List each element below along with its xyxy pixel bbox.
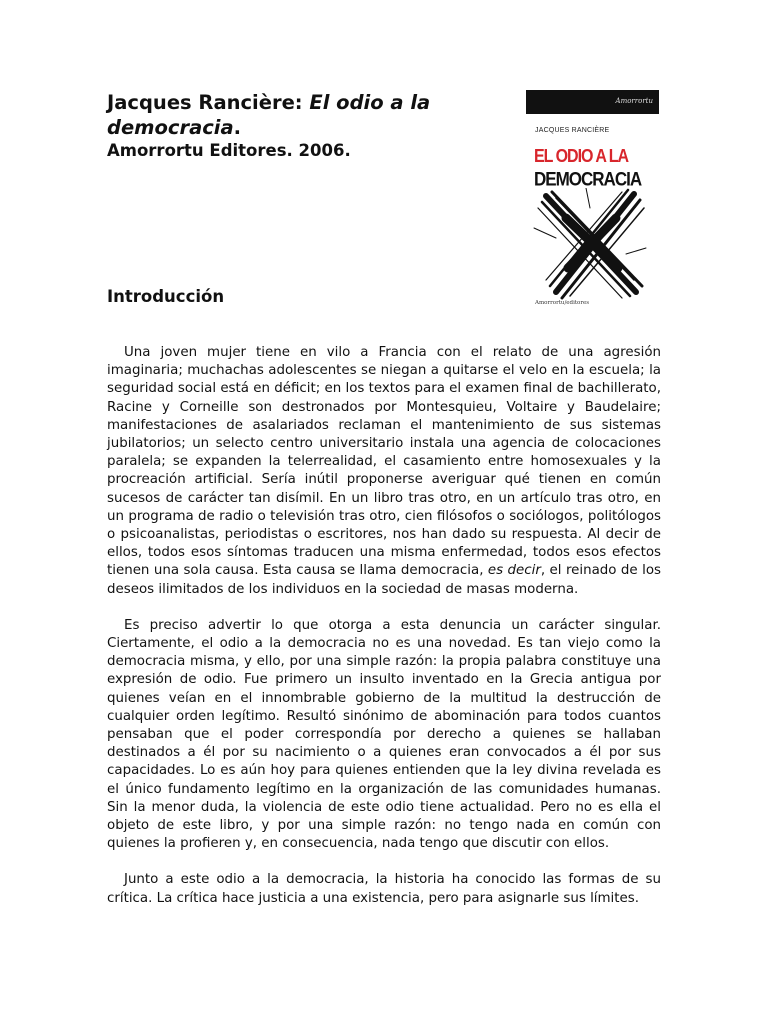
title-author: Jacques Rancière: — [107, 91, 310, 114]
body-text — [107, 344, 661, 926]
cover-title-line2: DEMOCRACIA — [534, 168, 642, 190]
title-block — [107, 90, 487, 162]
publisher-line: Amorrortu Editores. 2006. — [107, 141, 351, 160]
section-heading: Introducción — [107, 287, 225, 306]
paragraph-1-emphasis: es decir — [487, 563, 541, 579]
cover-top-band — [526, 90, 659, 114]
cover-brand-logo: Amorrortu — [615, 97, 653, 105]
paragraph-2: Es preciso advertir lo que otorga a esta denuncia un carácter singular. Ciertamente, el odio a la democracia no es una novedad. Es tan viejo como la democracia misma, y ello, por una simple razón: la propia palabra constituye una expresión de odio. Fue primero un insulto inventado en la Grecia antigua por quienes veían en el innombrable gobierno de la multitud la destrucción de cualquier orden legítimo. Resultó sinónimo de abominación para todos cuantos pensaban que el poder correspondía por derecho a quienes se hallaban destinados a él por su nacimiento o a quienes eran convocados a él por sus capacidades. Lo es aún hoy para quienes entienden que la ley divina revelada es el único fundamento legítimo en la organización de las comunidades humanas. Sin la menor duda, la violencia de este odio tiene actualidad. Pero no es ella el objeto de este libro, y por una simple razón: no tengo nada en común con quienes la profieren y, en consecuencia, nada tengo que discutir con ellos. — [107, 617, 661, 852]
title-book-part2: democracia — [107, 116, 234, 139]
cover-x-mark-icon — [526, 188, 659, 300]
cover-title-line1: EL ODIO A LA — [534, 147, 629, 167]
paragraph-1-text-b: , el reinado de los deseos ilimitados de los individuos en la sociedad de masas moderna. — [107, 563, 661, 597]
cover-publisher: Amorrortu/editores — [535, 300, 590, 306]
document-title — [107, 90, 487, 140]
paragraph-1 — [107, 344, 661, 599]
title-book-part1: El odio a la — [309, 91, 431, 114]
paragraph-3: Junto a este odio a la democracia, la historia ha conocido las formas de su crítica. La crítica hace justicia a una existencia, pero para asignarle sus límites. — [107, 872, 661, 906]
title-period: . — [233, 116, 242, 139]
book-cover-image — [526, 90, 659, 320]
cover-author: JACQUES RANCIÈRE — [535, 127, 610, 134]
paragraph-1-text-a: Una joven mujer tiene en vilo a Francia con el relato de una agresión imaginaria; muchachas adolescentes se niegan a quitarse el velo en la escuela; la seguridad social está en déficit; en los textos para el examen final de bachillerato, Racine y Corneille son destronados por Montesquieu, Voltaire y Baudelaire; manifestaciones de asalariados reclaman el mantenimiento de sus sistemas jubilatorios; un selecto centro universitario instala una agencia de colocaciones paralela; se expanden la telerrealidad, el casamiento entre homosexuales y la procreación artificial. Sería inútil proponerse averiguar qué tienen en común sucesos de carácter tan disímil. En un libro tras otro, en un artículo tras otro, en un programa de radio o televisión tras otro, cien filósofos o sociólogos, politólogos o psicoanalistas, periodistas o escritores, nos han dado su respuesta. Al decir de ellos, todos esos síntomas traducen una misma enfermedad, todos esos efectos tienen una sola causa. Esta causa se llama democracia, — [107, 345, 661, 579]
